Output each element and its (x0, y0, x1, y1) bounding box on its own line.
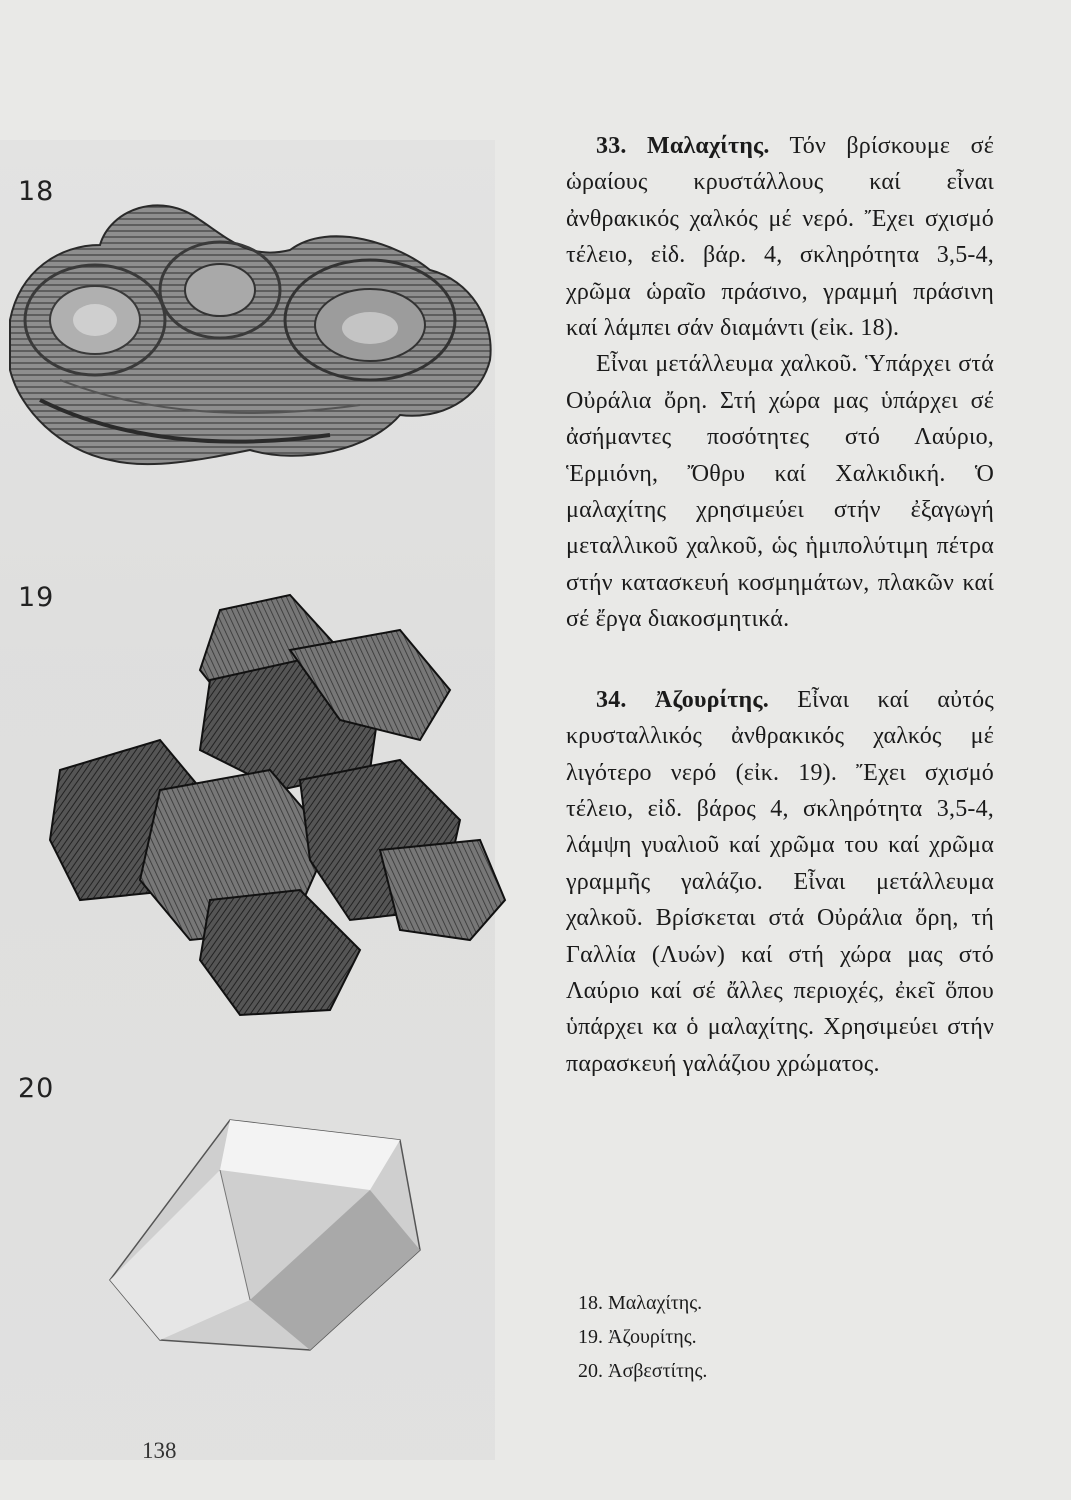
section-34-paragraph (566, 682, 994, 1082)
section-34-text: Εἶναι καί αὐτός κρυσταλλικός ἀνθρακικός χαλκός μέ λιγότερο νερό (εἰκ. 19). Ἔχει σχισμό τέλειο, εἰδ. βάρος 4, σκληρότητα 3,5-4, λάμψη γυαλιοῦ καί χρῶμα του καί χρῶμα γραμμῆς γαλάζιο. Εἶναι μετάλλευμα χαλκοῦ. Βρίσκεται στά Οὐράλια ὄρη, τή Γαλλία (Λυών) καί στή χώρα μας στό Λαύριο καί σέ ἄλλες περιοχές, ἐκεῖ ὅπου ὑπάρχει κα ὁ μαλαχίτης. Χρησιμεύει στήν παρασκευή γαλάζιου χρώματος. (566, 686, 994, 1077)
section-33-text-1: Τόν βρίσκουμε σέ ὡραίους κρυστάλλους καί εἶναι ἀνθρακικός χαλκός μέ νερό. Ἔχει σχισμό τέλειο, εἰδ. βάρ. 4, σκληρότητα 3,5-4, χρῶμα ὡραῖο πράσινο, γραμμή πράσινη καί λάμπει σάν διαμάντι (εἰκ. 18). (566, 133, 994, 342)
section-33-heading: 33. Μαλαχίτης. (596, 133, 770, 159)
figure-number-18: 18 (18, 176, 55, 207)
malachite-illustration (0, 150, 500, 480)
azurite-illustration (40, 590, 510, 1020)
page-number: 138 (142, 1438, 177, 1463)
calcite-illustration (100, 1100, 440, 1360)
section-34-heading: 34. Ἀζουρίτης. (596, 686, 769, 713)
figure-captions (578, 1286, 707, 1388)
section-33-paragraph-2: Εἶναι μετάλλευμα χαλκοῦ. Ὑπάρχει στά Οὐράλια ὄρη. Στή χώρα μας ὑπάρχει σέ ἀσήμαντες ποσότητες στό Λαύριο, Ἑρμιόνη, Ὄθρυ καί Χαλκιδική. Ὁ μαλαχίτης χρησιμεύει στήν ἐξαγωγή μεταλλικοῦ χαλκοῦ, ὡς ἡμιπολύτιμη πέτρα στήν κατασκευή κοσμημάτων, πλακῶν καί σέ ἔργα διακοσμητικά. (566, 351, 994, 633)
caption-18: 18. Μαλαχίτης. (578, 1292, 703, 1314)
main-text (566, 128, 994, 1082)
caption-20: 20. Ἀσβεστίτης. (578, 1360, 708, 1382)
caption-19: 19. Ἀζουρίτης. (578, 1326, 697, 1348)
figure-number-19: 19 (18, 582, 55, 613)
figure-number-20: 20 (18, 1073, 55, 1104)
section-33-paragraph-1 (566, 128, 994, 346)
